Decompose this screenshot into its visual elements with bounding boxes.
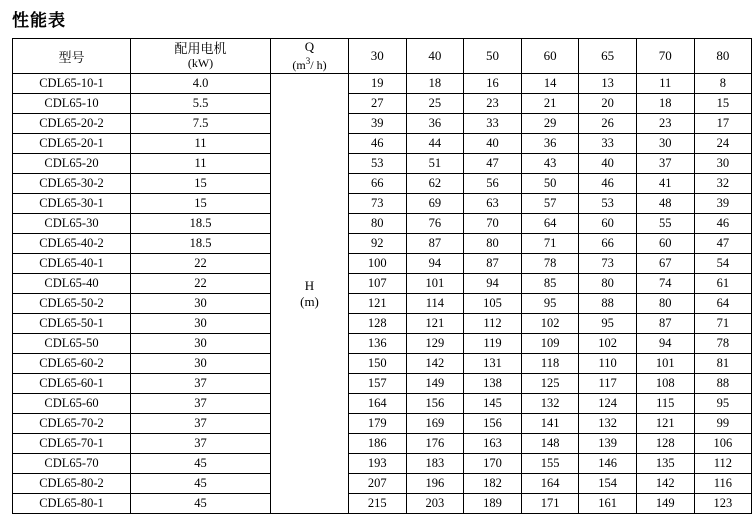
- table-row: [13, 94, 752, 114]
- cell-head-value: 157: [349, 374, 407, 394]
- cell-head-value: 39: [694, 194, 752, 214]
- cell-model: CDL65-20-2: [13, 114, 131, 134]
- cell-model: CDL65-70-2: [13, 414, 131, 434]
- cell-head-value: 26: [579, 114, 637, 134]
- cell-head-value: 80: [464, 234, 522, 254]
- head-unit: (m): [300, 293, 319, 309]
- cell-model: CDL65-60-2: [13, 354, 131, 374]
- cell-motor-power: 30: [131, 294, 271, 314]
- cell-head-value: 186: [349, 434, 407, 454]
- cell-model: CDL65-60: [13, 394, 131, 414]
- cell-head-value: 64: [521, 214, 579, 234]
- header-model: 型号: [13, 39, 131, 74]
- cell-head-value: 114: [406, 294, 464, 314]
- cell-head-value: 62: [406, 174, 464, 194]
- cell-model: CDL65-80-1: [13, 494, 131, 514]
- header-flow-80: 80: [694, 39, 752, 74]
- cell-model: CDL65-70-1: [13, 434, 131, 454]
- cell-motor-power: 22: [131, 254, 271, 274]
- cell-head-value: 156: [464, 414, 522, 434]
- cell-head-value: 129: [406, 334, 464, 354]
- table-row: [13, 414, 752, 434]
- cell-model: CDL65-30: [13, 214, 131, 234]
- table-header-row: [13, 39, 752, 74]
- cell-head-value: 95: [694, 394, 752, 414]
- header-motor: [131, 39, 271, 74]
- cell-motor-power: 45: [131, 454, 271, 474]
- cell-head-value: 193: [349, 454, 407, 474]
- table-row: [13, 134, 752, 154]
- table-row: [13, 354, 752, 374]
- cell-motor-power: 37: [131, 374, 271, 394]
- cell-head-value: 21: [521, 94, 579, 114]
- cell-head-value: 139: [579, 434, 637, 454]
- cell-head-value: 44: [406, 134, 464, 154]
- cell-head-value: 125: [521, 374, 579, 394]
- cell-head-value: 105: [464, 294, 522, 314]
- cell-head-value: 169: [406, 414, 464, 434]
- cell-head-value: 88: [579, 294, 637, 314]
- cell-head-value: 207: [349, 474, 407, 494]
- cell-head-value: 46: [694, 214, 752, 234]
- cell-head-value: 33: [464, 114, 522, 134]
- cell-head-value: 55: [636, 214, 694, 234]
- table-row: [13, 154, 752, 174]
- cell-model: CDL65-20-1: [13, 134, 131, 154]
- cell-head-value: 203: [406, 494, 464, 514]
- cell-model: CDL65-60-1: [13, 374, 131, 394]
- cell-head-value: 123: [694, 494, 752, 514]
- cell-head-value: 117: [579, 374, 637, 394]
- page-title: 性能表: [12, 11, 66, 30]
- cell-head-value: 18: [636, 94, 694, 114]
- table-row: [13, 334, 752, 354]
- cell-head-value: 78: [694, 334, 752, 354]
- cell-head-value: 94: [406, 254, 464, 274]
- table-row: [13, 254, 752, 274]
- cell-head-value: 66: [349, 174, 407, 194]
- cell-head-value: 182: [464, 474, 522, 494]
- cell-head-value: 118: [521, 354, 579, 374]
- cell-head-value: 32: [694, 174, 752, 194]
- cell-model: CDL65-40-2: [13, 234, 131, 254]
- cell-head-value: 8: [694, 74, 752, 94]
- cell-head-value: 15: [694, 94, 752, 114]
- cell-head-value: 142: [406, 354, 464, 374]
- cell-head-value: 100: [349, 254, 407, 274]
- cell-model: CDL65-50: [13, 334, 131, 354]
- cell-head-value: 29: [521, 114, 579, 134]
- cell-head-value: 148: [521, 434, 579, 454]
- cell-head-value: 102: [521, 314, 579, 334]
- cell-head-value: 81: [694, 354, 752, 374]
- cell-head-value: 30: [694, 154, 752, 174]
- cell-head-value: 99: [694, 414, 752, 434]
- cell-motor-power: 5.5: [131, 94, 271, 114]
- cell-head-value: 30: [636, 134, 694, 154]
- cell-head-value: 48: [636, 194, 694, 214]
- header-flow-65: 65: [579, 39, 637, 74]
- table-body: [13, 39, 752, 514]
- cell-head-value: 116: [694, 474, 752, 494]
- cell-head-value: 36: [406, 114, 464, 134]
- cell-motor-power: 37: [131, 414, 271, 434]
- cell-head-value: 94: [464, 274, 522, 294]
- cell-head-value: 80: [349, 214, 407, 234]
- cell-head-value: 132: [579, 414, 637, 434]
- header-flow-unit: [271, 39, 349, 74]
- cell-head-value: 87: [464, 254, 522, 274]
- cell-head-value: 146: [579, 454, 637, 474]
- cell-motor-power: 30: [131, 314, 271, 334]
- cell-head-value: 95: [521, 294, 579, 314]
- cell-head-value: 121: [636, 414, 694, 434]
- cell-head-value: 156: [406, 394, 464, 414]
- cell-model: CDL65-40: [13, 274, 131, 294]
- cell-head-value: 76: [406, 214, 464, 234]
- cell-head-unit: [271, 74, 349, 514]
- cell-head-value: 109: [521, 334, 579, 354]
- cell-head-value: 88: [694, 374, 752, 394]
- cell-motor-power: 15: [131, 174, 271, 194]
- cell-head-value: 87: [406, 234, 464, 254]
- cell-head-value: 33: [579, 134, 637, 154]
- cell-head-value: 121: [349, 294, 407, 314]
- cell-model: CDL65-20: [13, 154, 131, 174]
- cell-head-value: 54: [694, 254, 752, 274]
- cell-motor-power: 45: [131, 494, 271, 514]
- header-flow-70: 70: [636, 39, 694, 74]
- table-row: [13, 434, 752, 454]
- cell-head-value: 106: [694, 434, 752, 454]
- table-row: [13, 234, 752, 254]
- cell-motor-power: 37: [131, 394, 271, 414]
- table-row: [13, 494, 752, 514]
- cell-motor-power: 4.0: [131, 74, 271, 94]
- cell-motor-power: 11: [131, 154, 271, 174]
- cell-head-value: 39: [349, 114, 407, 134]
- cell-head-value: 23: [636, 114, 694, 134]
- cell-head-value: 101: [636, 354, 694, 374]
- cell-motor-power: 15: [131, 194, 271, 214]
- header-flow-40: 40: [406, 39, 464, 74]
- cell-model: CDL65-80-2: [13, 474, 131, 494]
- cell-head-value: 69: [406, 194, 464, 214]
- cell-head-value: 23: [464, 94, 522, 114]
- cell-head-value: 164: [521, 474, 579, 494]
- cell-model: CDL65-40-1: [13, 254, 131, 274]
- cell-head-value: 18: [406, 74, 464, 94]
- head-symbol: H: [304, 277, 315, 293]
- cell-head-value: 71: [521, 234, 579, 254]
- cell-head-value: 102: [579, 334, 637, 354]
- cell-head-value: 50: [521, 174, 579, 194]
- table-row: [13, 174, 752, 194]
- cell-head-value: 60: [636, 234, 694, 254]
- cell-head-value: 149: [406, 374, 464, 394]
- cell-head-value: 128: [636, 434, 694, 454]
- cell-head-value: 119: [464, 334, 522, 354]
- cell-head-value: 164: [349, 394, 407, 414]
- cell-head-value: 71: [694, 314, 752, 334]
- cell-head-value: 163: [464, 434, 522, 454]
- cell-head-value: 14: [521, 74, 579, 94]
- cell-head-value: 108: [636, 374, 694, 394]
- cell-head-value: 154: [579, 474, 637, 494]
- cell-head-value: 40: [464, 134, 522, 154]
- table-row: [13, 474, 752, 494]
- cell-head-value: 24: [694, 134, 752, 154]
- cell-head-value: 37: [636, 154, 694, 174]
- cell-head-value: 17: [694, 114, 752, 134]
- cell-head-value: 155: [521, 454, 579, 474]
- cell-head-value: 13: [579, 74, 637, 94]
- cell-head-value: 132: [521, 394, 579, 414]
- cell-head-value: 56: [464, 174, 522, 194]
- cell-head-value: 141: [521, 414, 579, 434]
- cell-head-value: 107: [349, 274, 407, 294]
- cell-head-value: 94: [636, 334, 694, 354]
- cell-head-value: 112: [694, 454, 752, 474]
- cell-head-value: 196: [406, 474, 464, 494]
- cell-head-value: 189: [464, 494, 522, 514]
- cell-head-value: 171: [521, 494, 579, 514]
- cell-head-value: 60: [579, 214, 637, 234]
- cell-head-value: 43: [521, 154, 579, 174]
- cell-head-value: 176: [406, 434, 464, 454]
- header-motor-line2: (kW): [187, 56, 214, 70]
- cell-head-value: 57: [521, 194, 579, 214]
- performance-table: [12, 38, 752, 514]
- header-flow-60: 60: [521, 39, 579, 74]
- cell-motor-power: 18.5: [131, 234, 271, 254]
- cell-head-value: 138: [464, 374, 522, 394]
- cell-head-value: 51: [406, 154, 464, 174]
- table-row: [13, 74, 752, 94]
- cell-model: CDL65-10-1: [13, 74, 131, 94]
- cell-head-value: 150: [349, 354, 407, 374]
- cell-head-value: 128: [349, 314, 407, 334]
- cell-head-value: 124: [579, 394, 637, 414]
- table-row: [13, 194, 752, 214]
- cell-head-value: 70: [464, 214, 522, 234]
- cell-head-value: 46: [349, 134, 407, 154]
- cell-head-value: 25: [406, 94, 464, 114]
- cell-head-value: 20: [579, 94, 637, 114]
- header-motor-line1: 配用电机: [174, 41, 227, 56]
- cell-head-value: 74: [636, 274, 694, 294]
- cell-head-value: 110: [579, 354, 637, 374]
- cell-model: CDL65-70: [13, 454, 131, 474]
- cell-head-value: 63: [464, 194, 522, 214]
- cell-head-value: 67: [636, 254, 694, 274]
- cell-head-value: 101: [406, 274, 464, 294]
- cell-head-value: 80: [579, 274, 637, 294]
- cell-head-value: 27: [349, 94, 407, 114]
- cell-head-value: 73: [349, 194, 407, 214]
- cell-head-value: 61: [694, 274, 752, 294]
- table-row: [13, 394, 752, 414]
- cell-head-value: 215: [349, 494, 407, 514]
- header-q-symbol: Q: [304, 39, 315, 54]
- cell-motor-power: 45: [131, 474, 271, 494]
- cell-head-value: 16: [464, 74, 522, 94]
- header-q-unit: ($m^3/$ h): [292, 56, 327, 72]
- cell-head-value: 135: [636, 454, 694, 474]
- table-row: [13, 314, 752, 334]
- cell-head-value: 183: [406, 454, 464, 474]
- cell-head-value: 161: [579, 494, 637, 514]
- cell-head-value: 136: [349, 334, 407, 354]
- cell-head-value: 87: [636, 314, 694, 334]
- cell-motor-power: 7.5: [131, 114, 271, 134]
- cell-head-value: 179: [349, 414, 407, 434]
- header-flow-30: 30: [349, 39, 407, 74]
- cell-model: CDL65-10: [13, 94, 131, 114]
- cell-head-value: 78: [521, 254, 579, 274]
- cell-head-value: 40: [579, 154, 637, 174]
- cell-head-value: 64: [694, 294, 752, 314]
- cell-head-value: 121: [406, 314, 464, 334]
- table-row: [13, 294, 752, 314]
- cell-motor-power: 22: [131, 274, 271, 294]
- cell-head-value: 112: [464, 314, 522, 334]
- cell-head-value: 66: [579, 234, 637, 254]
- cell-head-value: 47: [464, 154, 522, 174]
- cell-head-value: 95: [579, 314, 637, 334]
- table-row: [13, 454, 752, 474]
- cell-motor-power: 30: [131, 354, 271, 374]
- table-row: [13, 274, 752, 294]
- cell-head-value: 92: [349, 234, 407, 254]
- cell-head-value: 170: [464, 454, 522, 474]
- cell-head-value: 142: [636, 474, 694, 494]
- cell-head-value: 53: [349, 154, 407, 174]
- cell-head-value: 41: [636, 174, 694, 194]
- cell-head-value: 19: [349, 74, 407, 94]
- cell-head-value: 80: [636, 294, 694, 314]
- cell-motor-power: 11: [131, 134, 271, 154]
- cell-head-value: 36: [521, 134, 579, 154]
- cell-head-value: 46: [579, 174, 637, 194]
- cell-model: CDL65-50-1: [13, 314, 131, 334]
- cell-head-value: 85: [521, 274, 579, 294]
- table-row: [13, 114, 752, 134]
- cell-model: CDL65-30-2: [13, 174, 131, 194]
- cell-motor-power: 18.5: [131, 214, 271, 234]
- cell-model: CDL65-30-1: [13, 194, 131, 214]
- cell-head-value: 149: [636, 494, 694, 514]
- cell-head-value: 73: [579, 254, 637, 274]
- cell-head-value: 131: [464, 354, 522, 374]
- table-row: [13, 374, 752, 394]
- cell-head-value: 47: [694, 234, 752, 254]
- cell-motor-power: 30: [131, 334, 271, 354]
- cell-head-value: 11: [636, 74, 694, 94]
- cell-head-value: 53: [579, 194, 637, 214]
- cell-motor-power: 37: [131, 434, 271, 454]
- cell-model: CDL65-50-2: [13, 294, 131, 314]
- cell-head-value: 145: [464, 394, 522, 414]
- table-row: [13, 214, 752, 234]
- cell-head-value: 115: [636, 394, 694, 414]
- header-flow-50: 50: [464, 39, 522, 74]
